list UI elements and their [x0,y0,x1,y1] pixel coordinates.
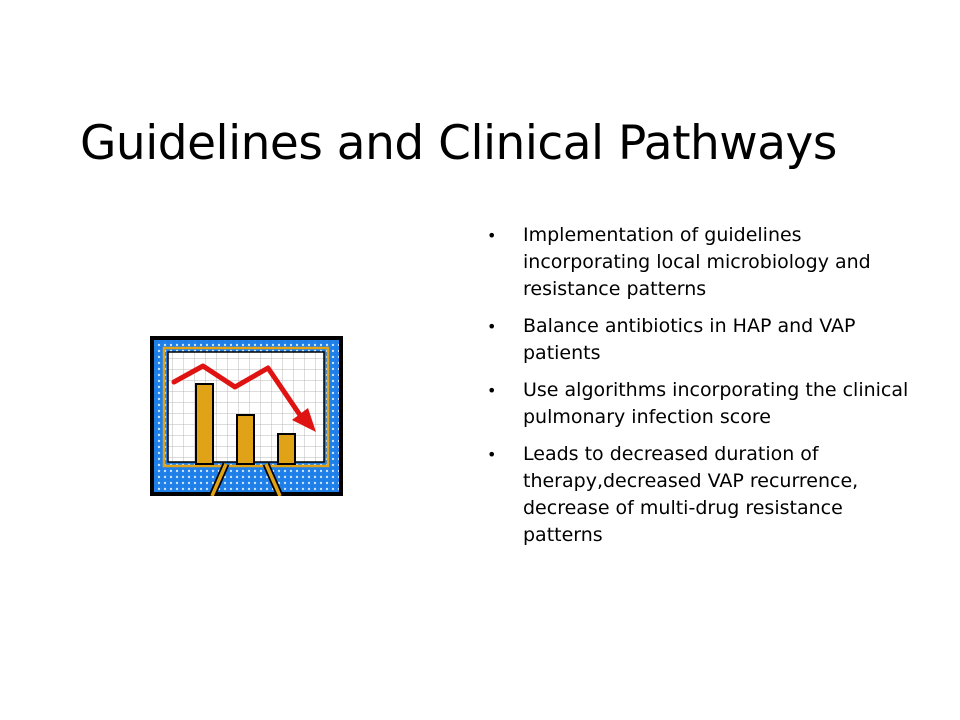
bullet-text: Implementation of guidelines incorporating local microbiology and resistance patterns [523,224,871,300]
bullet-text: Balance antibiotics in HAP and VAP patients [523,315,856,364]
bullet-item [480,222,910,303]
bullet-dot: • [487,381,497,400]
slide-title: Guidelines and Clinical Pathways [80,116,837,171]
bullet-item [480,441,910,549]
bullet-dot: • [487,226,497,245]
bullet-text: Use algorithms incorporating the clinical pulmonary infection score [523,379,909,428]
bullet-text: Leads to decreased duration of therapy,decreased VAP recurrence, decrease of multi-drug resistance patterns [523,443,859,546]
chart-bar-2 [237,415,254,464]
chart-bar-1 [196,384,213,464]
bullet-item [480,313,910,367]
bullet-dot: • [487,317,497,336]
bullet-item [480,377,910,431]
bullet-dot: • [487,445,497,464]
declining-chart-icon [150,336,343,496]
bullet-list [480,222,910,559]
chart-bar-3 [278,434,295,464]
